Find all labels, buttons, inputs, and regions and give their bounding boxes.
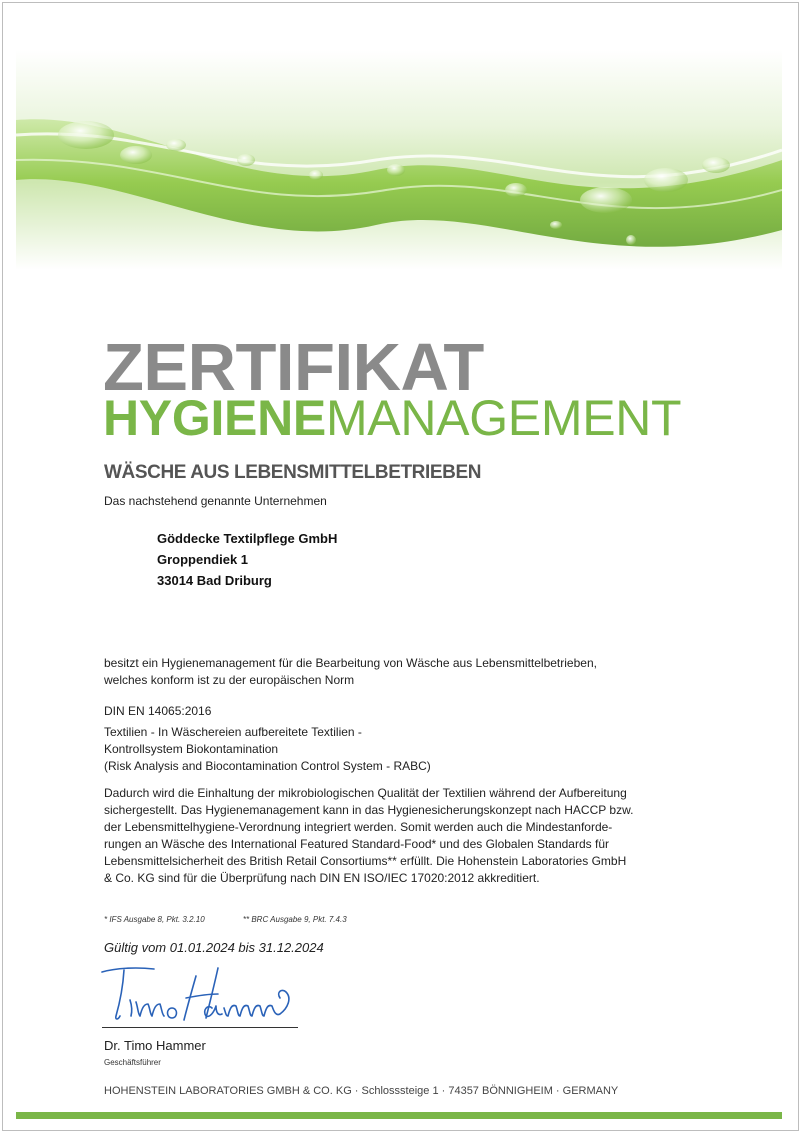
description-paragraph [104, 785, 744, 887]
norm-code: DIN EN 14065:2016 [104, 704, 212, 718]
norm-block [104, 703, 744, 775]
company-street: Groppendiek 1 [157, 552, 249, 567]
norm-line-1: Textilien - In Wäschereien aufbereitete Textilien - [104, 725, 362, 739]
description-line: der Lebensmittelhygiene-Verordnung integriert werden. Somit werden auch die Mindestanforde- [104, 820, 613, 834]
intro-text: Das nachstehend genannte Unternehmen [104, 494, 327, 508]
title-management: MANAGEMENT [325, 390, 682, 446]
norm-line-3: (Risk Analysis and Biocontamination Control System - RABC) [104, 759, 431, 773]
conformity-line-2: welches konform ist zu der europäischen Norm [104, 673, 355, 687]
certificate-subtitle: WÄSCHE AUS LEBENSMITTELBETRIEBEN [104, 462, 482, 483]
footnote-brc: ** BRC Ausgabe 9, Pkt. 7.4.3 [242, 915, 347, 924]
footnotes [104, 915, 383, 924]
description-line: & Co. KG sind für die Überprüfung nach DIN EN ISO/IEC 17020:2012 akkreditiert. [104, 871, 540, 885]
norm-line-2: Kontrollsystem Biokontamination [104, 742, 279, 756]
signer-name: Dr. Timo Hammer [104, 1038, 206, 1053]
title-hygiene: HYGIENE [103, 390, 326, 446]
description-line: Lebensmittelsicherheit des British Retail Consortiums** erfüllt. Die Hohenstein Laboratories GmbH [104, 854, 627, 868]
signature-line [102, 1027, 298, 1028]
bottom-green-bar [16, 1112, 782, 1119]
certificate-title-hygienemanagement [103, 390, 682, 446]
description-line: rungen an Wäsche des International Featured Standard-Food* und des Globalen Standards für [104, 837, 609, 851]
company-city: 33014 Bad Driburg [157, 573, 272, 588]
issuer-footer: HOHENSTEIN LABORATORIES GMBH & CO. KG · Schlosssteige 1 · 74357 BÖNNIGHEIM · GERMANY [104, 1085, 619, 1097]
company-address [157, 528, 337, 591]
description-line: sichergestellt. Das Hygienemanagement kann in das Hygienesicherungskonzept nach HACCP bzw. [104, 803, 634, 817]
conformity-paragraph [104, 655, 744, 689]
signer-role: Geschäftsführer [104, 1058, 161, 1067]
water-wave-banner [16, 50, 782, 270]
description-line: Dadurch wird die Einhaltung der mikrobiologischen Qualität der Textilien während der Aufbereitung [104, 786, 627, 800]
conformity-line-1: besitzt ein Hygienemanagement für die Bearbeitung von Wäsche aus Lebensmittelbetrieben, [104, 656, 597, 670]
validity-period: Gültig vom 01.01.2024 bis 31.12.2024 [104, 940, 324, 955]
company-name: Göddecke Textilpflege GmbH [157, 531, 338, 546]
signature-image [96, 958, 306, 1028]
certificate-title: ZERTIFIKAT [103, 330, 484, 405]
footnote-ifs: * IFS Ausgabe 8, Pkt. 3.2.10 [104, 915, 205, 924]
